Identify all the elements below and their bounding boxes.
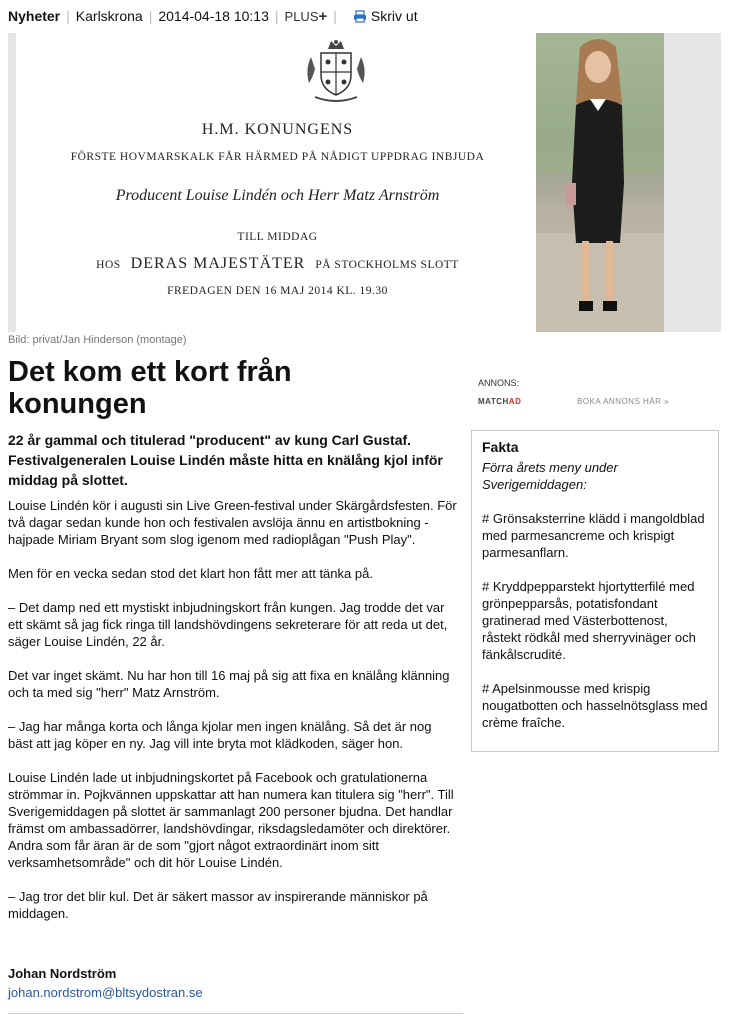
invitation-middag: TILL MIDDAG (237, 231, 318, 243)
matchad-logo[interactable]: MATCHAD (478, 397, 522, 406)
article-headline: Det kom ett kort från konungen (8, 356, 292, 420)
fakta-item: # Apelsinmousse med krispig nougatbotten och hasselnötsglass med crème fraîche. (482, 681, 708, 730)
fakta-intro: Förra årets meny under Sverigemiddagen: (482, 460, 618, 492)
plus-badge[interactable]: PLUS+ (284, 7, 328, 25)
article-paragraph: Men för en vecka sedan stod det klart hon fått mer att tänka på. (8, 566, 373, 581)
portrait-photo (536, 33, 664, 332)
divider: | (333, 8, 337, 24)
divider: | (148, 8, 153, 24)
hero-image (8, 33, 721, 332)
image-caption: Bild: privat/Jan Hinderson (montage) (8, 334, 187, 346)
author-email-link[interactable]: johan.nordstrom@bltsydostran.se (8, 985, 203, 1000)
invitation-venue: HOS DERAS MAJESTÄTER PÅ STOCKHOLMS SLOTT (96, 255, 459, 272)
printer-icon (353, 10, 367, 23)
ad-label: ANNONS: (478, 378, 520, 388)
royal-crest-icon (301, 39, 371, 105)
fakta-item: # Kryddpepparstekt hjortytterfilé med grönpepparsås, potatisfondant gratinerad med Västerbottenost, råstekt rödkål med sherryvinäger och fänkålscrudité. (482, 579, 696, 662)
article-body (8, 497, 458, 939)
invitation-subtitle: FÖRSTE HOVMARSKALK FÅR HÄRMED PÅ NÅDIGT UPPDRAG INBJUDA (70, 151, 485, 163)
fakta-item: # Grönsaksterrine klädd i mangoldblad med parmesancreme och krispigt parmesanflarn. (482, 511, 705, 560)
divider: | (274, 8, 279, 24)
woman-portrait-illustration (536, 33, 664, 332)
article-lead: 22 år gammal och titulerad "producent" av kung Carl Gustaf. Festivalgeneralen Louise Lindén måste hitta en knälång kjol inför middag på slottet. (8, 432, 443, 488)
invitation-names: Producent Louise Lindén och Herr Matz Arnström (115, 187, 440, 204)
publish-timestamp: 2014-04-18 10:13 (158, 8, 269, 24)
invitation-card-image (16, 33, 539, 332)
article-toolbar (8, 6, 418, 26)
invitation-date: FREDAGEN DEN 16 MAJ 2014 KL. 19.30 (167, 285, 388, 297)
article-paragraph: Louise Lindén lade ut inbjudningskortet på Facebook och gratulationerna strömmar in. Pojkvännen uppskattar att han numera kan titulera sig "herr". Till Sverigemiddagen på slottet är sammanlagt 200 personer bjudna. Det handlar främst om ambassadörrer, landshövdingar, riksdagsledamöter och direktörer. Andra som får äran är de som "gjort något extraordinärt inom sitt verksamhetsområde" och dit hör Louise Lindén. (8, 770, 454, 870)
print-button[interactable] (353, 8, 418, 24)
print-label: Skriv ut (370, 8, 418, 24)
fakta-title: Fakta (482, 439, 519, 455)
article-paragraph: – Jag tror det blir kul. Det är säkert massor av inspirerande människor på middagen. (8, 889, 428, 921)
article-paragraph: Det var inget skämt. Nu har hon till 16 maj på sig att fixa en knälång klänning och ta med sig "herr" Matz Arnström. (8, 668, 450, 700)
article-paragraph: – Jag har många korta och långa kjolar men ingen knälång. Så det är nog bäst att jag köper en ny. Jag vill inte bryta mot klädkoden, säger hon. (8, 719, 432, 751)
author-name: Johan Nordström (8, 966, 117, 981)
fakta-box (471, 430, 719, 752)
divider (8, 1013, 463, 1014)
book-ad-link[interactable]: BOKA ANNONS HÄR » (577, 397, 670, 406)
article-paragraph: – Det damp ned ett mystiskt inbjudningskort från kungen. Jag trodde det var ett skämt så jag fick ringa till landshövdingens sekreterare för att reda ut det, säger Louise Lindén, 22 år. (8, 600, 448, 649)
location-link[interactable]: Karlskrona (75, 8, 143, 24)
divider: | (66, 8, 70, 24)
article-paragraph: Louise Lindén kör i augusti sin Live Green-festival under Skärgårdsfesten. För två dagar sedan kunde hon och festivalen avslöja ännu en artistbokning - hajpade Miriam Bryant som slog igenom med radioplågan "Push Play". (8, 498, 457, 547)
invitation-title: H.M. KONUNGENS (201, 121, 354, 138)
section-link[interactable]: Nyheter (8, 8, 61, 24)
